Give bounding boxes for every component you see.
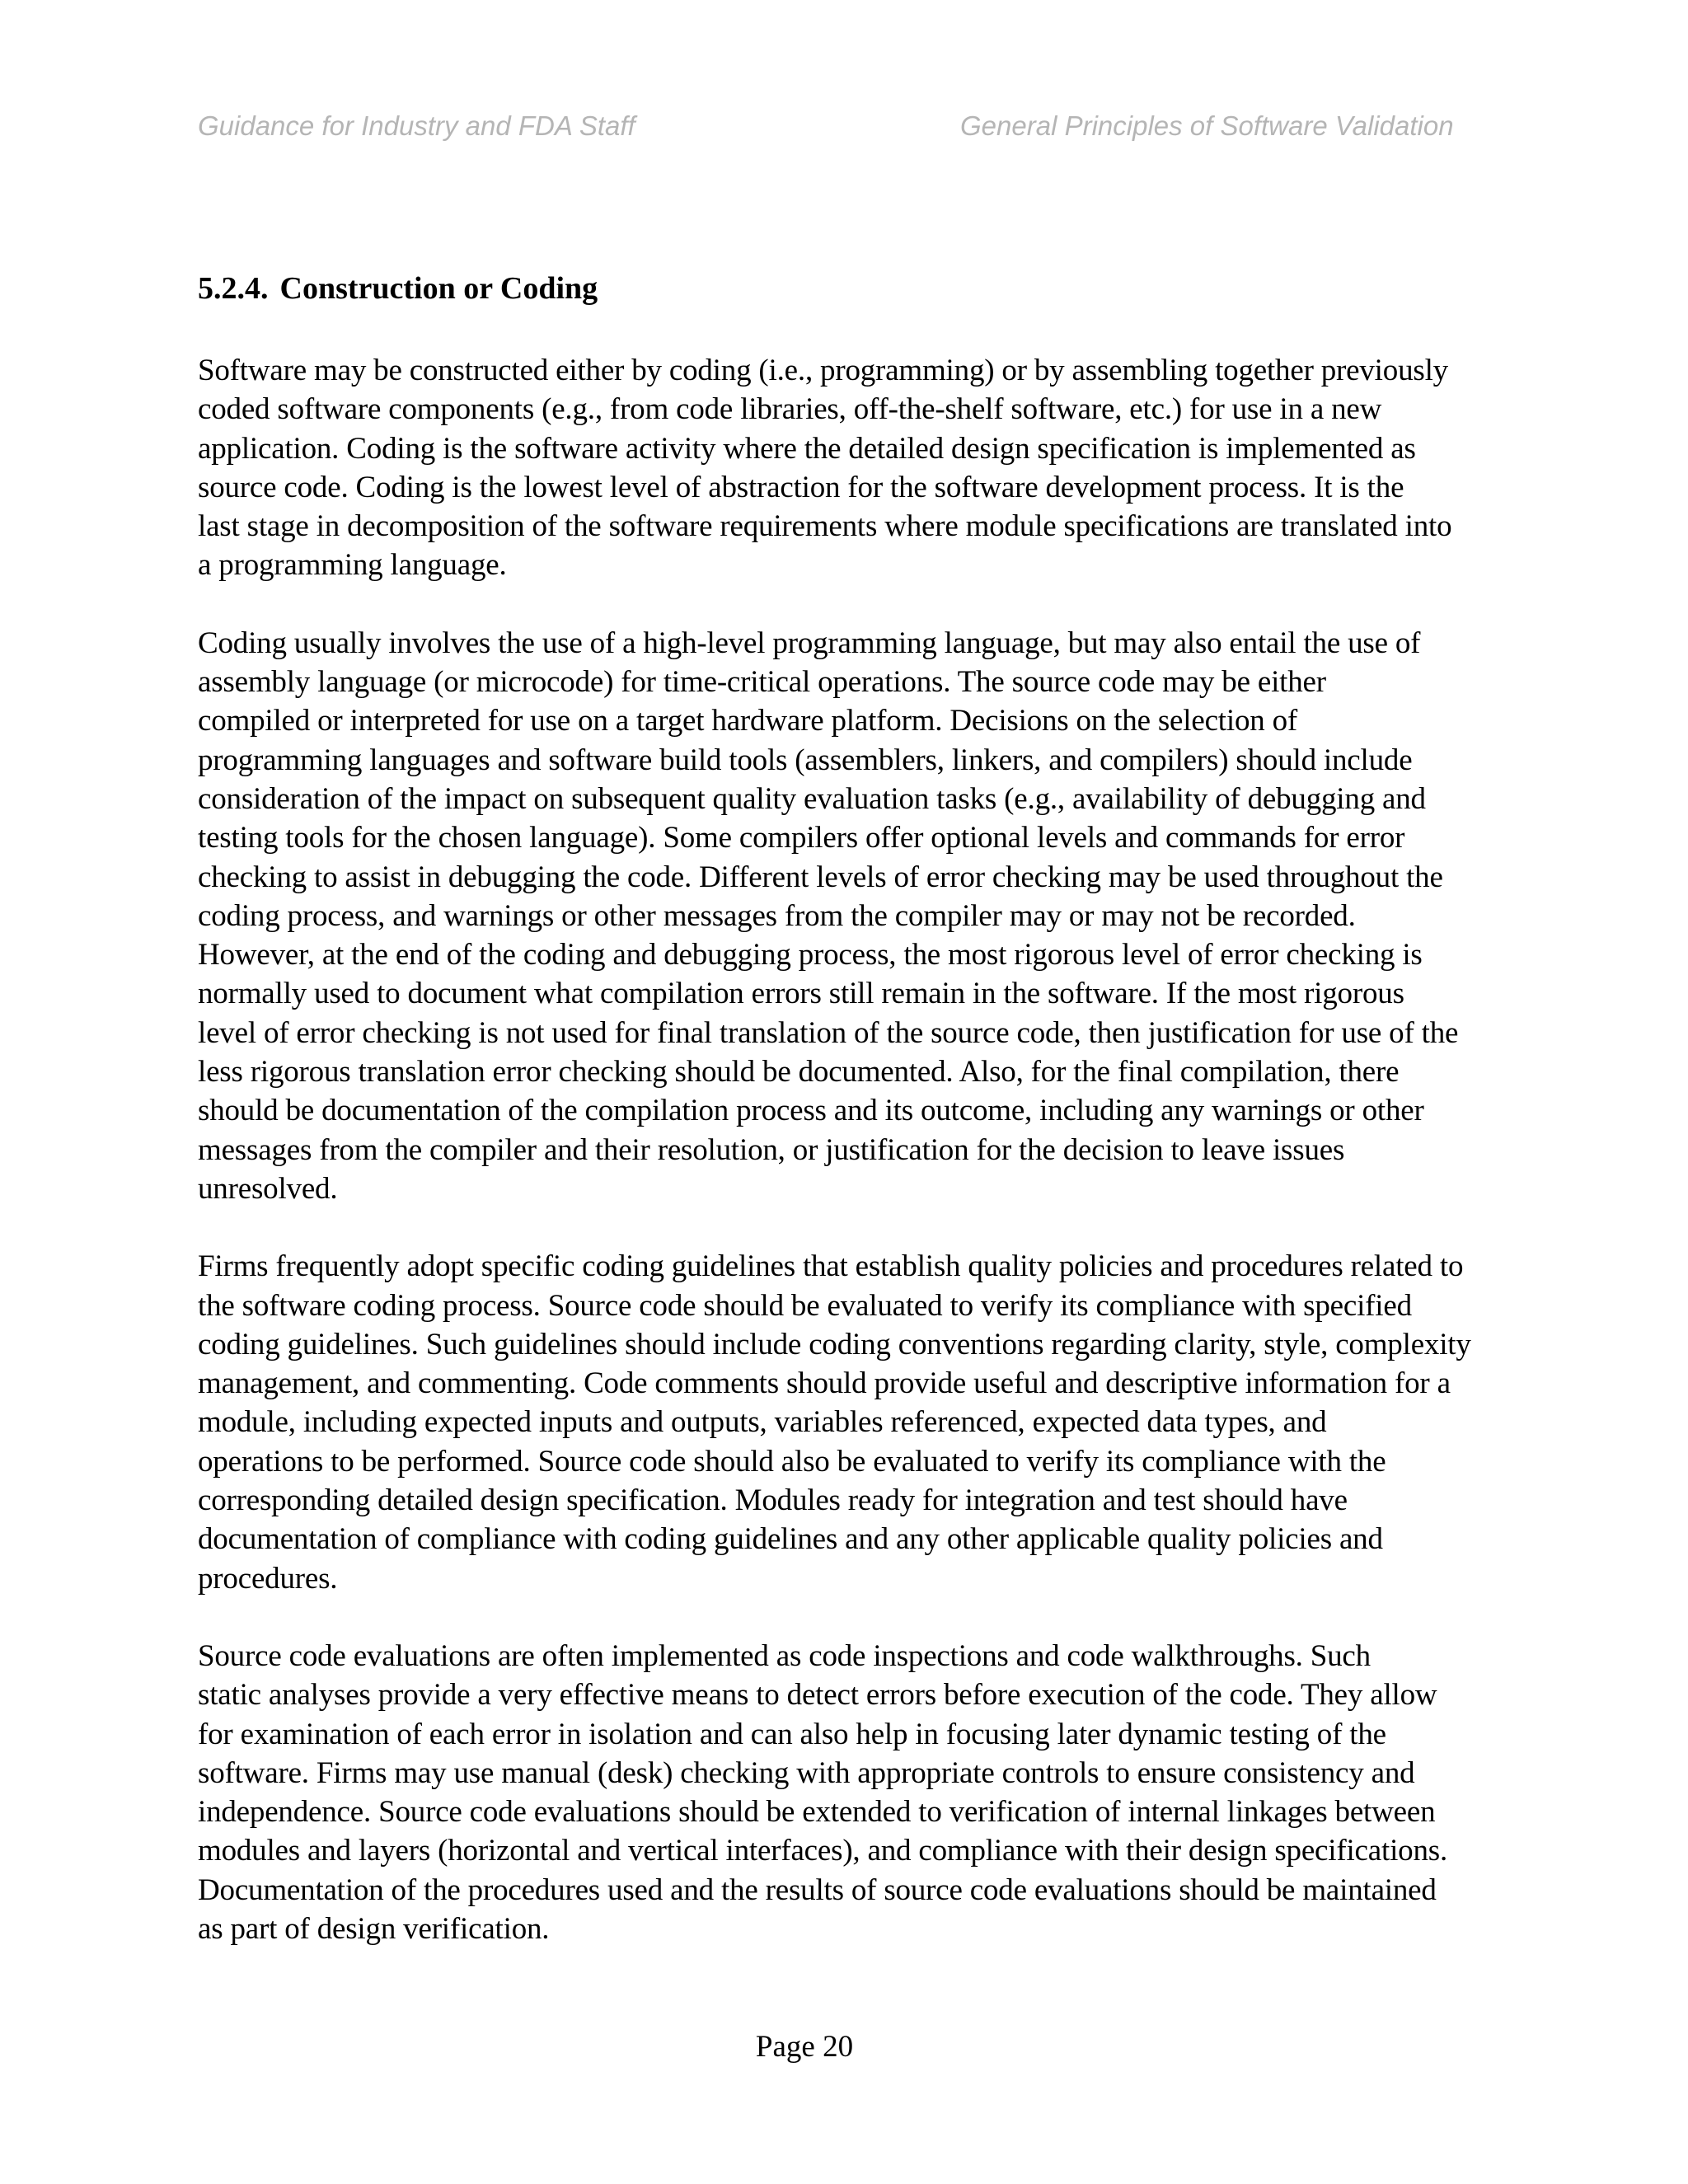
paragraph-4: Source code evaluations are often implemented as code inspections and code walkthroughs. Such static analyses provide a very effective means to detect errors before execution of the code. They allow for examination of each error in isolation and can also help in focusing later dynamic testing of the software. Firms may use manual (desk) checking with appropriate controls to ensure consistency and independence. Source code evaluations should be extended to verification of internal linkages between modules and layers (horizontal and vertical interfaces), and compliance with their design specifications. Documentation of the procedures used and the results of source code evaluations should be maintained as part of design verification.: [198, 1638, 1447, 1946]
section-number: 5.2.4.: [198, 271, 269, 306]
header-left-title: Guidance for Industry and FDA Staff: [198, 110, 635, 141]
section-heading: [198, 269, 1484, 308]
running-header: [198, 110, 1454, 147]
header-right-title: General Principles of Software Validation: [960, 110, 1454, 141]
paragraph-3: Firms frequently adopt specific coding guidelines that establish quality policies and procedures related to the software coding process. Source code should be evaluated to verify its compliance with specified coding guidelines. Such guidelines should include coding conventions regarding clarity, style, complexity management, and commenting. Code comments should provide useful and descriptive information for a module, including expected inputs and outputs, variables referenced, expected data types, and operations to be performed. Source code should also be evaluated to verify its compliance with the corresponding detailed design specification. Modules ready for integration and test should have documentation of compliance with coding guidelines and any other applicable quality policies and procedures.: [198, 1249, 1471, 1596]
section-title: Construction or Coding: [279, 271, 598, 306]
page-body: [198, 269, 1484, 1987]
paragraph-2: Coding usually involves the use of a high-level programming language, but may also entail the use of assembly language (or microcode) for time-critical operations. The source code may be either compiled or interpreted for use on a target hardware platform. Decisions on the selection of programming languages and software build tools (assemblers, linkers, and compilers) should include consideration of the impact on subsequent quality evaluation tasks (e.g., availability of debugging and testing tools for the chosen language). Some compilers offer optional levels and commands for error checking to assist in debugging the code. Different levels of error checking may be used throughout the coding process, and warnings or other messages from the compiler may or may not be recorded. However, at the end of the coding and debugging process, the most rigorous level of error checking is normally used to document what compilation errors still remain in the software. If the most rigorous level of error checking is not used for final translation of the source code, then justification for use of the less rigorous translation error checking should be documented. Also, for the final compilation, there should be documentation of the compilation process and its outcome, including any warnings or other messages from the compiler and their resolution, or justification for the decision to leave issues unresolved.: [198, 626, 1459, 1206]
paragraph-1: Software may be constructed either by coding (i.e., programming) or by assembling together previously coded software components (e.g., from code libraries, off-the-shelf software, etc.) for use in a new application. Coding is the software activity where the detailed design specification is implemented as source code. Coding is the lowest level of abstraction for the software development process. It is the last stage in decomposition of the software requirements where module specifications are translated into a programming language.: [198, 354, 1452, 583]
page-number: Page 20: [755, 2030, 854, 2064]
